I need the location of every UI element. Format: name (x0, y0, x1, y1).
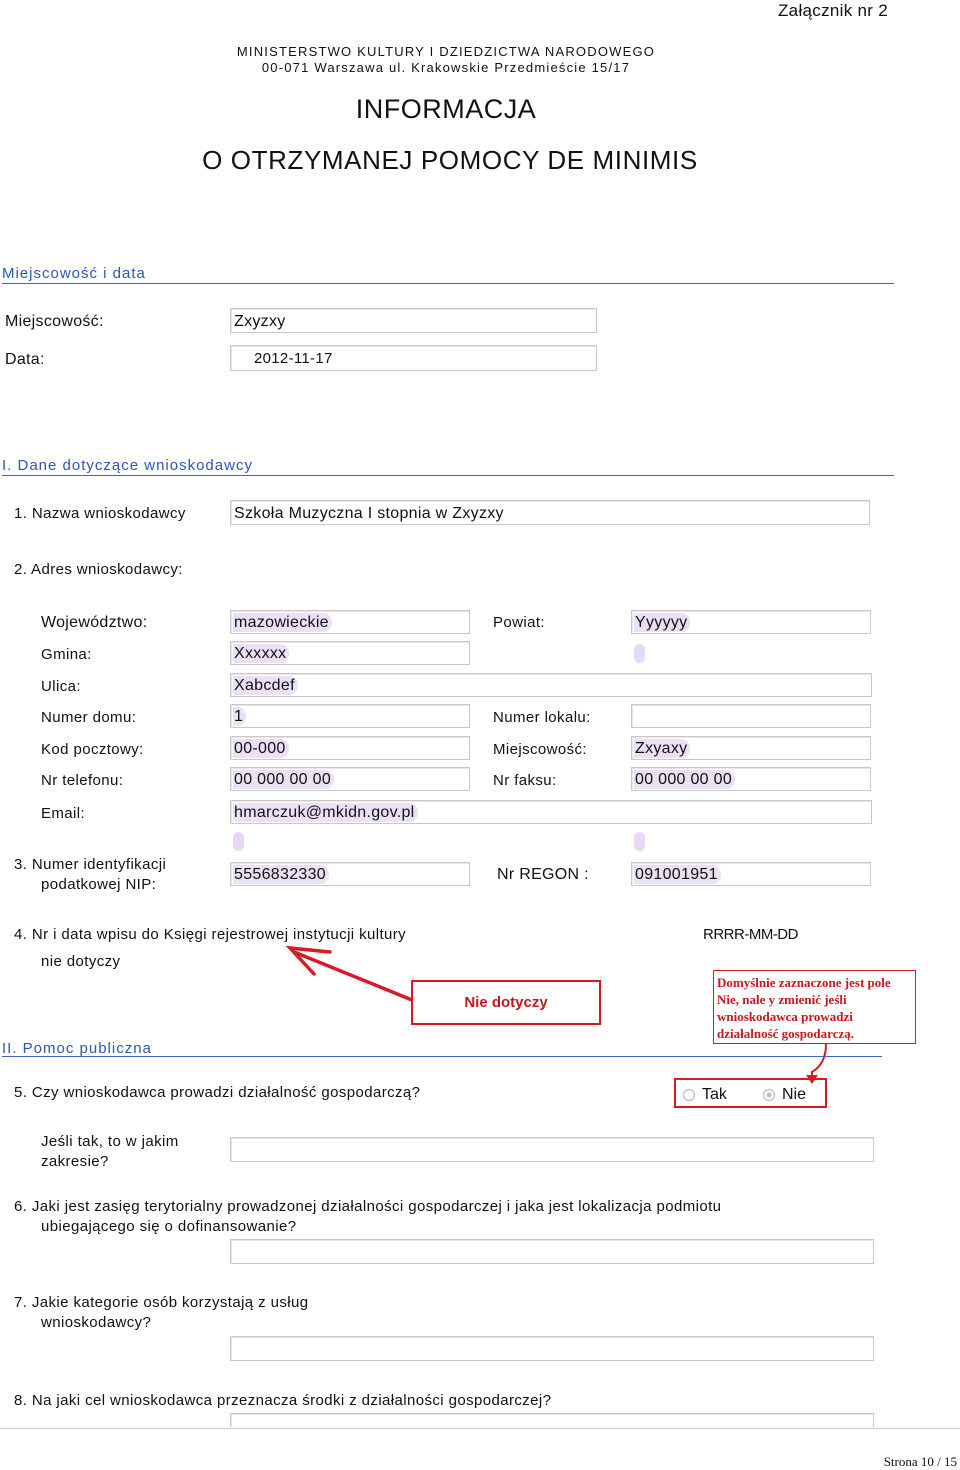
voivodeship-label: Województwo: (41, 614, 148, 631)
section-public-aid: II. Pomoc publiczna (2, 1040, 152, 1057)
radio-checked-icon (762, 1088, 776, 1102)
voivodeship-value: mazowieckie (233, 613, 332, 632)
q5-label: 5. Czy wnioskodawca prowadzi działalność gospodarczą? (14, 1084, 421, 1101)
email-value: hmarczuk@mkidn.gov.pl (233, 803, 418, 822)
house-number-value: 1 (233, 707, 246, 726)
city-value: Zxyzxy (234, 313, 286, 330)
phone-label: Nr telefonu: (41, 772, 124, 789)
ministry-address: 00-071 Warszawa ul. Krakowskie Przedmieście 15/17 (261, 60, 631, 75)
regon-value: 091001951 (634, 865, 721, 884)
county-label: Powiat: (493, 614, 545, 631)
territorial-scope-input[interactable] (230, 1239, 874, 1264)
house-number-label: Numer domu: (41, 709, 137, 726)
postal-code-value: 00-000 (233, 739, 289, 758)
applicant-name-value: Szkoła Muzyczna I stopnia w Zxyzxy (234, 505, 504, 522)
ministry-name: MINISTERSTWO KULTURY I DZIEDZICTWA NARODOWEGO (236, 44, 656, 59)
commune-label: Gmina: (41, 646, 92, 663)
radio-no-label: Nie (782, 1086, 807, 1103)
radio-unchecked-icon (682, 1088, 696, 1102)
commune-value: Xxxxxx (233, 644, 289, 663)
page-number: Strona 10 / 15 (883, 1454, 957, 1469)
document-title: INFORMACJA (355, 94, 537, 124)
q2-label: 2. Adres wnioskodawcy: (14, 561, 183, 578)
q4-value[interactable]: nie dotyczy (41, 953, 121, 970)
funds-purpose-input[interactable] (230, 1413, 874, 1427)
q8-label: 8. Na jaki cel wnioskodawca przeznacza środki z działalności gospodarczej? (14, 1392, 552, 1409)
q5-sub-line2: zakresie? (41, 1153, 109, 1170)
q5-sub-line1: Jeśli tak, to w jakim (41, 1133, 179, 1150)
q7-label-line2: wnioskodawcy? (41, 1314, 152, 1331)
county-value: Yyyyyy (634, 613, 690, 632)
regon-label: Nr REGON : (497, 866, 589, 883)
radio-yes-label: Tak (702, 1086, 727, 1103)
street-value: Xabcdef (233, 676, 298, 695)
fax-label: Nr faksu: (493, 772, 557, 789)
q3-label-line2: podatkowej NIP: (41, 876, 157, 893)
flat-number-label: Numer lokalu: (493, 709, 591, 726)
q3-label-line1: 3. Numer identyfikacji (14, 856, 167, 873)
town-value: Zxyaxy (634, 739, 690, 758)
annotation-box-default (713, 970, 916, 1044)
postal-code-label: Kod pocztowy: (41, 741, 144, 758)
fax-value: 00 000 00 00 (634, 770, 735, 789)
q1-label: 1. Nazwa wnioskodawcy (14, 505, 186, 522)
q6-label-line1: 6. Jaki jest zasięg terytorialny prowadzonej działalności gospodarczej i jaka jest lokalizacja podmiotu (14, 1198, 722, 1215)
radio-yes[interactable] (682, 1086, 727, 1104)
arrow-line (294, 952, 412, 1000)
street-label: Ulica: (41, 678, 81, 695)
annotation-box-text: Nie dotyczy (464, 994, 548, 1011)
section-applicant: I. Dane dotyczące wnioskodawcy (2, 457, 894, 476)
annotation-note-text: Domyślnie zaznaczone jest pole Nie, nale y zmienić jeśli wnioskodawca prowadzi działalność gospodarczą. (717, 975, 891, 1041)
town-label: Miejscowość: (493, 741, 587, 758)
annotation-box-not-applicable (411, 980, 601, 1025)
business-scope-input[interactable] (230, 1137, 874, 1162)
page-footer (0, 1428, 960, 1469)
phone-value: 00 000 00 00 (233, 770, 334, 789)
q7-label-line1: 7. Jakie kategorie osób korzystają z usług (14, 1294, 309, 1311)
footer-divider (0, 1428, 960, 1429)
q6-label-line2: ubiegającego się o dofinansowanie? (41, 1218, 297, 1235)
date-value: 2012-11-17 (254, 350, 333, 367)
q4-date-hint: RRRR-MM-DD (703, 926, 798, 943)
user-categories-input[interactable] (230, 1336, 874, 1361)
section-place-date: Miejscowość i data (2, 265, 894, 284)
business-activity-radio-group (674, 1078, 827, 1108)
date-label: Data: (5, 351, 45, 368)
email-label: Email: (41, 805, 86, 822)
attachment-label: Załącznik nr 2 (778, 1, 889, 20)
q4-label: 4. Nr i data wpisu do Księgi rejestrowej instytucji kultury (14, 926, 407, 943)
arrow-line (812, 1044, 826, 1077)
nip-value: 5556832330 (233, 865, 329, 884)
section-divider (2, 1056, 882, 1057)
document-subtitle: O OTRZYMANEJ POMOCY DE MINIMIS (202, 145, 698, 175)
radio-no[interactable] (762, 1086, 806, 1104)
city-label: Miejscowość: (5, 313, 104, 330)
